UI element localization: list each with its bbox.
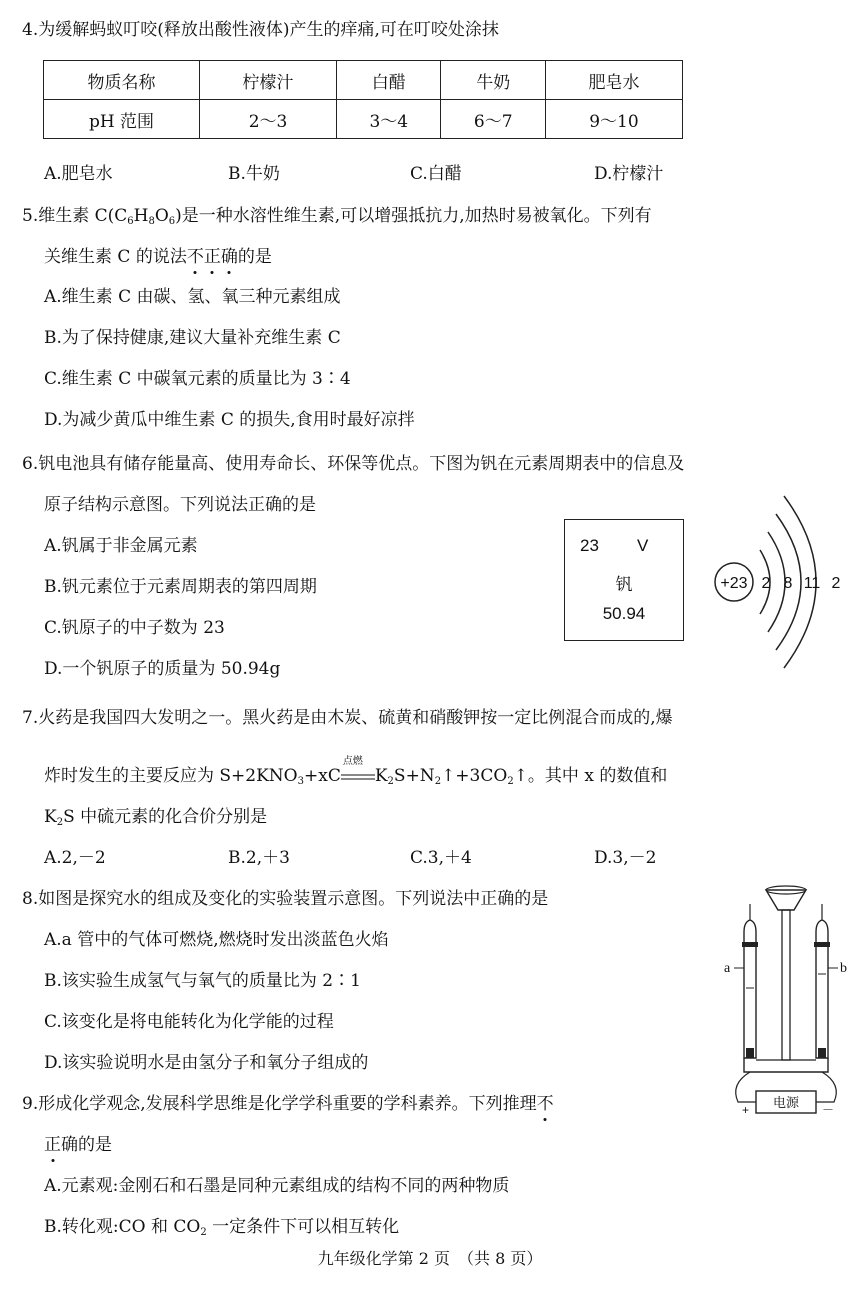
q8-option-a: A.a 管中的气体可燃烧,燃烧时发出淡蓝色火焰	[44, 930, 389, 950]
q4-stem: 4.为缓解蚂蚁叮咬(释放出酸性液体)产生的痒痛,可在叮咬处涂抹	[22, 20, 499, 40]
equation-text: K	[374, 766, 388, 786]
subscript: 2	[507, 776, 514, 787]
table-row	[44, 61, 683, 100]
q8-option-d: D.该实验说明水是由氢分子和氧分子组成的	[44, 1053, 369, 1073]
ph-table	[43, 60, 683, 139]
q7-option-c: C.3,＋4	[410, 848, 472, 868]
center-tube	[782, 910, 790, 1060]
q9-option-a: A.元素观:金刚石和石墨是同种元素组成的结构不同的两种物质	[44, 1176, 510, 1196]
tube-b-stopcock	[814, 942, 830, 947]
table-cell: 柠檬汁	[200, 61, 337, 100]
q8-stem: 8.如图是探究水的组成及变化的实验装置示意图。下列说法中正确的是	[22, 889, 549, 909]
table-cell: 白醋	[337, 61, 441, 100]
electrode	[818, 1048, 826, 1058]
equation-text: ↑。其中 x 的数值和	[513, 766, 668, 786]
electrode	[746, 1048, 754, 1058]
q7-stem-text: K	[44, 807, 57, 827]
q5-stem-text: H	[133, 206, 149, 226]
shell-electron-count: 2	[831, 575, 841, 592]
subscript: 6	[127, 216, 134, 227]
table-cell: 3～4	[337, 100, 441, 139]
emphasis-char: 正	[203, 247, 221, 267]
q7-option-d: D.3,－2	[594, 848, 657, 868]
atomic-number: 23	[580, 536, 599, 555]
q9-option-text: B.转化观:CO 和 CO	[44, 1217, 201, 1237]
element-symbol: V	[637, 536, 649, 555]
q7-stem-line1: 7.火药是我国四大发明之一。黑火药是由木炭、硫黄和硝酸钾按一定比例混合而成的,爆	[22, 708, 673, 728]
q7-stem-text: S 中硫元素的化合价分别是	[63, 807, 268, 827]
table-cell: 9～10	[545, 100, 682, 139]
subscript: 2	[56, 817, 64, 828]
q9-stem-line1	[22, 1092, 554, 1116]
equation-text: ↑+3CO	[441, 766, 508, 786]
q8-option-b: B.该实验生成氢气与氧气的质量比为 2∶1	[44, 971, 361, 991]
q4-option-c: C.白醋	[410, 164, 462, 184]
reaction-condition: 点燃	[342, 756, 363, 767]
q6-option-a: A.钒属于非金属元素	[44, 536, 198, 556]
table-cell: 牛奶	[441, 61, 545, 100]
table-cell: 肥皂水	[545, 61, 682, 100]
table-cell: pH 范围	[44, 100, 200, 139]
q9-stem-line2	[44, 1133, 112, 1157]
q4-option-d: D.柠檬汁	[594, 164, 664, 184]
tube-a-stopcock	[742, 942, 758, 947]
q9-stem-text: 9.形成化学观念,发展科学思维是化学学科重要的学科素养。下列推理	[22, 1094, 537, 1114]
q5-option-d: D.为减少黄瓜中维生素 C 的损失,食用时最好凉拌	[44, 410, 415, 430]
table-cell: 2～3	[200, 100, 337, 139]
equation-text: S+N	[393, 766, 435, 786]
page-footer: 九年级化学第 2 页 （共 8 页）	[317, 1249, 543, 1268]
q5-stem-line2	[44, 245, 272, 269]
q5-stem-text: O	[154, 206, 169, 226]
tube-b	[816, 920, 828, 1058]
emphasis-char: 确	[220, 247, 238, 267]
q7-option-b: B.2,＋3	[228, 848, 290, 868]
q6-stem-line2: 原子结构示意图。下列说法正确的是	[44, 495, 316, 515]
q6-option-b: B.钒元素位于元素周期表的第四周期	[44, 577, 317, 597]
q7-stem-line3	[44, 805, 267, 835]
q4-option-a: A.肥皂水	[44, 164, 113, 184]
subscript: 3	[297, 776, 304, 787]
label-a: a	[724, 961, 731, 976]
periodic-table-cell	[564, 519, 684, 641]
q8-option-c: C.该变化是将电能转化为化学能的过程	[44, 1012, 334, 1032]
shell-electron-count: 8	[783, 575, 793, 592]
subscript: 2	[434, 776, 442, 787]
equation-text: 炸时发生的主要反应为 S+2KNO	[44, 766, 298, 786]
q5-stem-line1	[22, 204, 652, 234]
q5-stem-text: )是一种水溶性维生素,可以增强抵抗力,加热时易被氧化。下列有	[175, 206, 652, 226]
q9-option-text: 一定条件下可以相互转化	[206, 1217, 400, 1237]
reaction-arrow	[341, 756, 375, 788]
q9-stem-text: 确的是	[61, 1135, 112, 1155]
q5-option-c: C.维生素 C 中碳氧元素的质量比为 3∶4	[44, 369, 351, 389]
nucleus-charge: +23	[720, 575, 748, 592]
shell-electron-count: 11	[803, 575, 821, 592]
emphasis-char: 不	[536, 1094, 554, 1114]
power-supply-label: 电源	[772, 1096, 800, 1111]
emphasis-char: 不	[186, 247, 204, 267]
equation-text: +xC	[304, 766, 341, 786]
table-row	[44, 100, 683, 139]
emphasis-char: 正	[44, 1135, 61, 1155]
table-cell: 物质名称	[44, 61, 200, 100]
q5-stem-text: 的是	[237, 247, 272, 267]
minus-terminal: －	[822, 1103, 835, 1116]
shell-electron-count: 2	[761, 575, 771, 592]
subscript: 6	[168, 216, 176, 227]
q6-option-c: C.钒原子的中子数为 23	[44, 618, 225, 638]
wire	[816, 1072, 836, 1102]
atomic-mass: 50.94	[602, 604, 646, 623]
tube-a	[744, 920, 756, 1058]
q5-option-b: B.为了保持健康,建议大量补充维生素 C	[44, 328, 341, 348]
q6-option-d: D.一个钒原子的质量为 50.94g	[44, 659, 281, 679]
q5-stem-text: 5.维生素 C(C	[22, 206, 128, 226]
electrolysis-apparatus	[722, 876, 850, 1116]
table-cell: 6～7	[441, 100, 545, 139]
q4-option-b: B.牛奶	[228, 164, 280, 184]
wire	[736, 1072, 756, 1102]
q7-equation-line	[44, 756, 668, 794]
q7-option-a: A.2,－2	[44, 848, 106, 868]
atomic-structure-diagram	[700, 492, 850, 672]
q6-stem-line1: 6.钒电池具有储存能量高、使用寿命长、环保等优点。下图为钒在元素周期表中的信息及	[22, 454, 685, 474]
subscript: 8	[148, 216, 155, 227]
subscript: 2	[387, 776, 394, 787]
q5-option-a: A.维生素 C 由碳、氢、氧三种元素组成	[44, 287, 341, 307]
element-name: 钒	[615, 575, 633, 595]
q9-option-b	[44, 1215, 399, 1245]
q5-stem-text: 关维生素 C 的说法	[44, 247, 187, 267]
label-b: b	[840, 961, 847, 976]
plus-terminal: +	[742, 1103, 750, 1116]
subscript: 2	[200, 1227, 207, 1238]
